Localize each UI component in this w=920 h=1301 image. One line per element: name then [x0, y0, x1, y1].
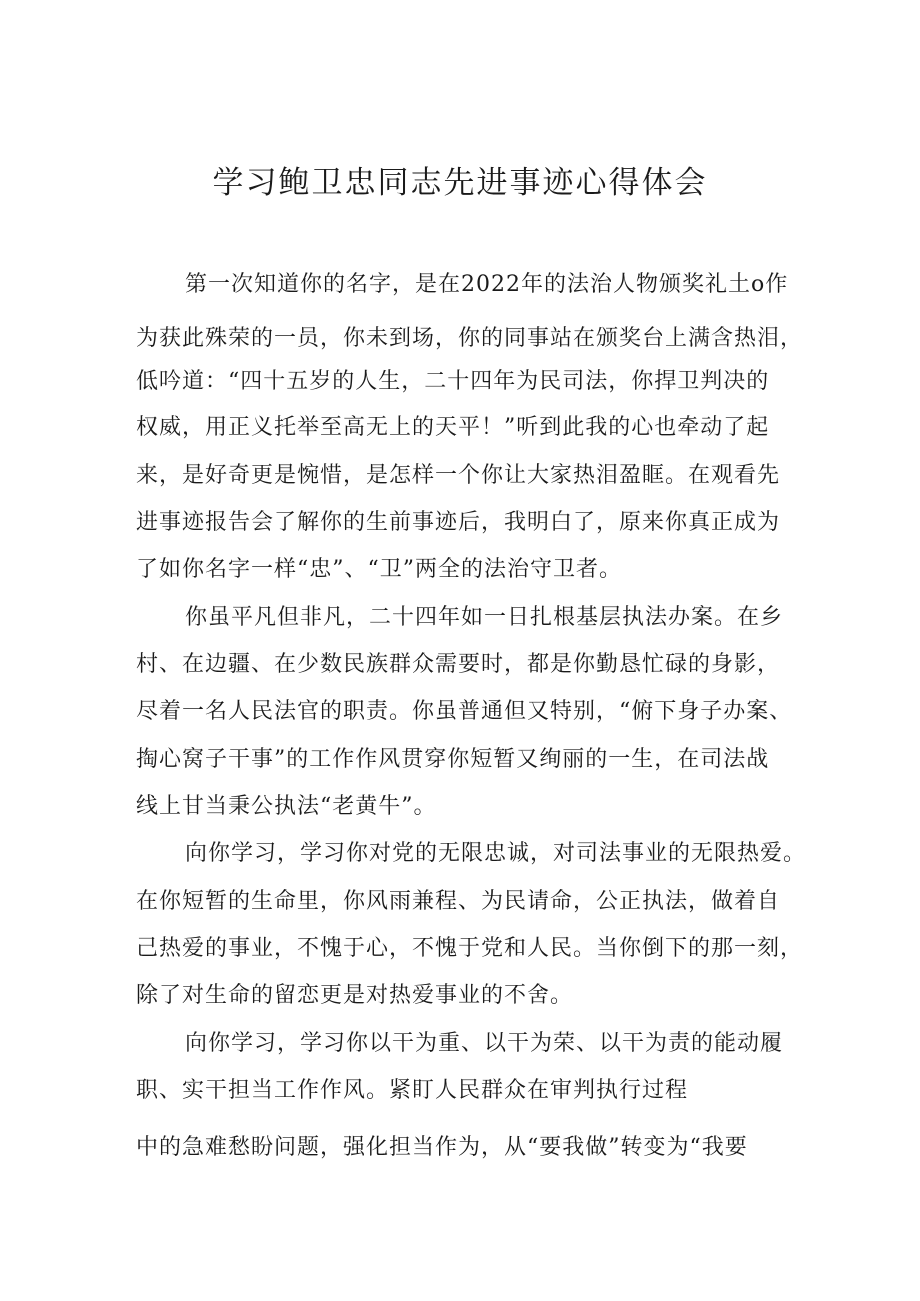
- paragraph-1-line-4: 权威，用正义托举至高无上的天平！”听到此我的心也牵动了起: [136, 415, 770, 440]
- paragraph-4-line-1: 向你学习，学习你以干为重、以干为荣、以干为责的能动履: [185, 1031, 784, 1056]
- document-title: 学习鲍卫忠同志先进事迹心得体会: [212, 165, 708, 201]
- paragraph-2-line-4: 掏心窝子干事”的工作作风贯穿你短暂又绚丽的一生，在司法战: [136, 747, 770, 772]
- paragraph-2-line-1: 你虽平凡但非凡，二十四年如一日扎根基层执法办案。在乡: [185, 605, 784, 630]
- paragraph-1-line-7: 了如你名字一样“忠”、“卫”两全的法治守卫者。: [136, 557, 622, 582]
- paragraph-2-line-2: 村、在边疆、在少数民族群众需要时，都是你勤恳忙碌的身影，: [136, 652, 781, 677]
- paragraph-3-line-4: 除了对生命的留恋更是对热爱事业的不舍。: [136, 983, 574, 1008]
- paragraph-3-line-1: 向你学习，学习你对党的无限忠诚，对司法事业的无限热爱。: [185, 841, 807, 866]
- paragraph-1-line-1: 第一次知道你的名字，是在2022年的法治人物颁奖礼土o作: [185, 272, 789, 297]
- paragraph-1-line-5: 来，是好奇更是惋惜，是怎样一个你让大家热泪盈眶。在观看先: [136, 463, 781, 488]
- paragraph-3-line-3: 己热爱的事业，不愧于心，不愧于党和人民。当你倒下的那一刻，: [136, 936, 804, 961]
- paragraph-1-line-2: 为获此殊荣的一员，你未到场，你的同事站在颁奖台上满含热泪，: [136, 326, 804, 351]
- paragraph-4-line-3: 中的急难愁盼问题，强化担当作为，从“要我做”转变为“我要: [136, 1135, 748, 1160]
- paragraph-4-line-2: 职、实干担当工作作风。紧盯人民群众在审判执行过程: [136, 1078, 689, 1103]
- paragraph-3-line-2: 在你短暂的生命里，你风雨兼程、为民请命，公正执法，做着自: [136, 889, 781, 914]
- paragraph-1-line-6: 进事迹报告会了解你的生前事迹后，我明白了，原来你真正成为: [136, 510, 781, 535]
- paragraph-1-line-3: 低吟道：“四十五岁的人生，二十四年为民司法，你捍卫判决的: [136, 369, 770, 394]
- paragraph-2-line-3: 尽着一名人民法官的职责。你虽普通但又特别，“俯下身子办案、: [136, 699, 793, 724]
- paragraph-2-line-5: 线上甘当秉公执法“老黄牛”。: [136, 794, 437, 819]
